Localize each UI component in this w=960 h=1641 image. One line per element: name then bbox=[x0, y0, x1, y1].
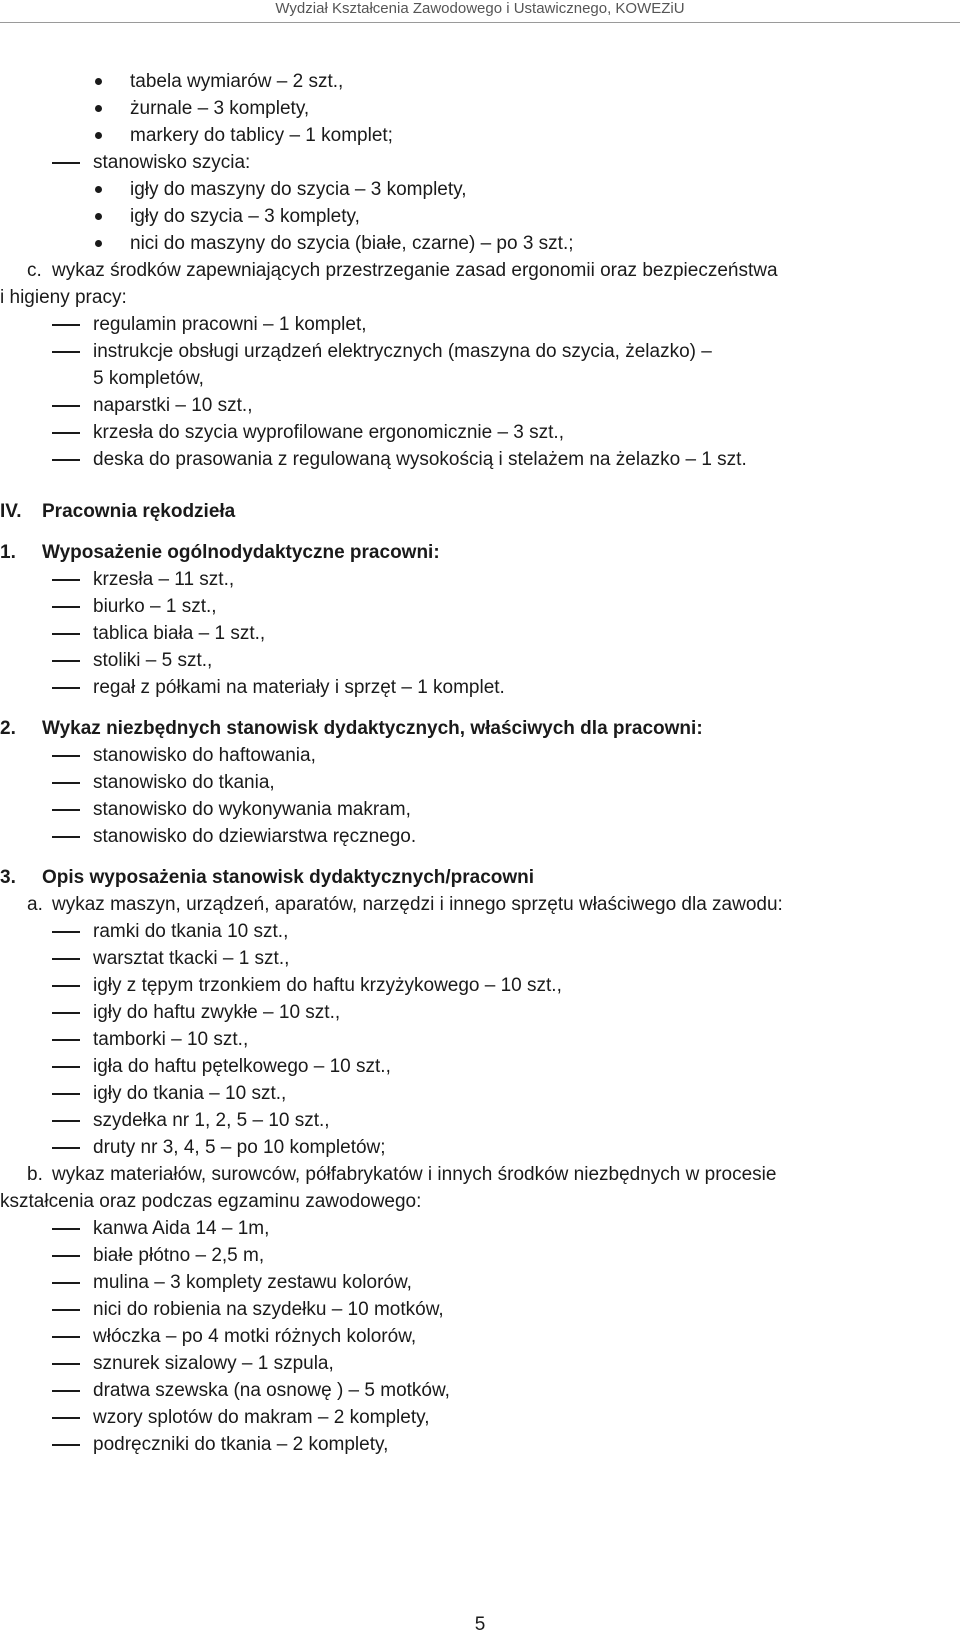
bullet-dot-icon bbox=[95, 132, 102, 139]
item-text: kanwa Aida 14 – 1m, bbox=[93, 1218, 270, 1239]
dash-marker-icon bbox=[52, 162, 80, 164]
dash-list-item bbox=[0, 593, 960, 620]
item-text: igły do szycia – 3 komplety, bbox=[130, 206, 360, 227]
bullet-dot-icon bbox=[95, 213, 102, 220]
dash-marker-icon bbox=[52, 660, 80, 662]
dash-list-item bbox=[0, 742, 960, 769]
dash-marker-icon bbox=[52, 836, 80, 838]
dash-list-item bbox=[0, 338, 960, 365]
lettered-item-continuation bbox=[0, 284, 960, 311]
dash-marker-icon bbox=[52, 633, 80, 635]
page-number: 5 bbox=[474, 1614, 486, 1635]
item-text: wykaz środków zapewniających przestrzeganie zasad ergonomii oraz bezpieczeństwa bbox=[52, 260, 778, 281]
item-text: markery do tablicy – 1 komplet; bbox=[130, 125, 393, 146]
item-text: tablica biała – 1 szt., bbox=[93, 623, 266, 644]
dash-list-item bbox=[0, 311, 960, 338]
dash-marker-icon bbox=[52, 1255, 80, 1257]
dash-list-item bbox=[0, 945, 960, 972]
bullet-dot-icon bbox=[95, 105, 102, 112]
dash-marker-icon bbox=[52, 1309, 80, 1311]
item-text: tamborki – 10 szt., bbox=[93, 1029, 249, 1050]
bullet-dot-icon bbox=[95, 240, 102, 247]
page-header bbox=[0, 0, 960, 18]
item-text: żurnale – 3 komplety, bbox=[130, 98, 310, 119]
vertical-gap bbox=[0, 850, 960, 864]
dash-marker-icon bbox=[52, 985, 80, 987]
dash-marker-icon bbox=[52, 755, 80, 757]
item-marker: 1. bbox=[0, 542, 16, 563]
item-text: Wykaz niezbędnych stanowisk dydaktycznych, właściwych dla pracowni: bbox=[42, 718, 703, 739]
item-text: nici do maszyny do szycia (białe, czarne) – po 3 szt.; bbox=[130, 233, 574, 254]
item-text: stanowisko do haftowania, bbox=[93, 745, 316, 766]
vertical-gap bbox=[0, 473, 960, 498]
dash-marker-icon bbox=[52, 809, 80, 811]
list-item-continuation bbox=[0, 365, 960, 392]
item-text: szydełka nr 1, 2, 5 – 10 szt., bbox=[93, 1110, 330, 1131]
dash-list-item bbox=[0, 1215, 960, 1242]
dash-marker-icon bbox=[52, 1066, 80, 1068]
dash-marker-icon bbox=[52, 1444, 80, 1446]
item-text: stanowisko do tkania, bbox=[93, 772, 275, 793]
dash-marker-icon bbox=[52, 1120, 80, 1122]
item-text: Wyposażenie ogólnodydaktyczne pracowni: bbox=[42, 542, 440, 563]
dash-marker-icon bbox=[52, 459, 80, 461]
item-text: regał z półkami na materiały i sprzęt – 1 komplet. bbox=[93, 677, 505, 698]
dash-marker-icon bbox=[52, 1012, 80, 1014]
item-text: ramki do tkania 10 szt., bbox=[93, 921, 289, 942]
dash-marker-icon bbox=[52, 687, 80, 689]
item-text: warsztat tkacki – 1 szt., bbox=[93, 948, 290, 969]
item-text: krzesła – 11 szt., bbox=[93, 569, 235, 590]
item-text: stanowisko szycia: bbox=[93, 152, 251, 173]
dash-marker-icon bbox=[52, 432, 80, 434]
document-body bbox=[0, 68, 960, 1458]
item-text: i higieny pracy: bbox=[0, 287, 127, 308]
bullet-list-item bbox=[0, 176, 960, 203]
item-text: włóczka – po 4 motki różnych kolorów, bbox=[93, 1326, 417, 1347]
lettered-item bbox=[0, 891, 960, 918]
bullet-list-item bbox=[0, 203, 960, 230]
item-text: regulamin pracowni – 1 komplet, bbox=[93, 314, 367, 335]
dash-marker-icon bbox=[52, 1363, 80, 1365]
item-text: biurko – 1 szt., bbox=[93, 596, 217, 617]
item-text: podręczniki do tkania – 2 komplety, bbox=[93, 1434, 389, 1455]
dash-marker-icon bbox=[52, 1390, 80, 1392]
dash-marker-icon bbox=[52, 1282, 80, 1284]
lettered-item bbox=[0, 1161, 960, 1188]
dash-marker-icon bbox=[52, 1093, 80, 1095]
dash-list-item bbox=[0, 419, 960, 446]
dash-marker-icon bbox=[52, 606, 80, 608]
item-text: białe płótno – 2,5 m, bbox=[93, 1245, 265, 1266]
dash-marker-icon bbox=[52, 1417, 80, 1419]
item-text: druty nr 3, 4, 5 – po 10 kompletów; bbox=[93, 1137, 386, 1158]
dash-marker-icon bbox=[52, 351, 80, 353]
dash-list-item bbox=[0, 999, 960, 1026]
dash-marker-icon bbox=[52, 958, 80, 960]
dash-list-item bbox=[0, 674, 960, 701]
dash-list-item bbox=[0, 566, 960, 593]
dash-list-item bbox=[0, 1026, 960, 1053]
dash-list-item bbox=[0, 1323, 960, 1350]
dash-list-item bbox=[0, 796, 960, 823]
dash-list-item bbox=[0, 1269, 960, 1296]
dash-list-item bbox=[0, 149, 960, 176]
dash-list-item bbox=[0, 1053, 960, 1080]
item-text: instrukcje obsługi urządzeń elektrycznych (maszyna do szycia, żelazko) – bbox=[93, 341, 712, 362]
bullet-list-item bbox=[0, 122, 960, 149]
dash-marker-icon bbox=[52, 931, 80, 933]
lettered-item-continuation bbox=[0, 1188, 960, 1215]
dash-list-item bbox=[0, 769, 960, 796]
item-marker: 2. bbox=[0, 718, 16, 739]
item-text: wykaz materiałów, surowców, półfabrykatów i innych środków niezbędnych w procesie bbox=[52, 1164, 777, 1185]
item-text: 5 kompletów, bbox=[93, 368, 204, 389]
dash-list-item bbox=[0, 1296, 960, 1323]
item-text: dratwa szewska (na osnowę ) – 5 motków, bbox=[93, 1380, 450, 1401]
item-text: igły do maszyny do szycia – 3 komplety, bbox=[130, 179, 467, 200]
dash-list-item bbox=[0, 1134, 960, 1161]
item-text: nici do robienia na szydełku – 10 motków, bbox=[93, 1299, 444, 1320]
item-text: wykaz maszyn, urządzeń, aparatów, narzędzi i innego sprzętu właściwego dla zawodu: bbox=[52, 894, 783, 915]
numbered-heading bbox=[0, 864, 960, 891]
dash-marker-icon bbox=[52, 324, 80, 326]
bullet-list-item bbox=[0, 68, 960, 95]
item-text: mulina – 3 komplety zestawu kolorów, bbox=[93, 1272, 412, 1293]
numbered-heading bbox=[0, 539, 960, 566]
dash-list-item bbox=[0, 1350, 960, 1377]
numbered-heading bbox=[0, 715, 960, 742]
item-text: igła do haftu pętelkowego – 10 szt., bbox=[93, 1056, 391, 1077]
vertical-gap bbox=[0, 701, 960, 715]
dash-list-item bbox=[0, 972, 960, 999]
item-text: stanowisko do dziewiarstwa ręcznego. bbox=[93, 826, 417, 847]
item-marker: IV. bbox=[0, 501, 22, 522]
item-marker: b. bbox=[27, 1164, 43, 1185]
dash-list-item bbox=[0, 392, 960, 419]
bullet-list-item bbox=[0, 95, 960, 122]
header-title: Wydział Kształcenia Zawodowego i Ustawicznego, KOWEZiU bbox=[275, 0, 685, 17]
item-text: stoliki – 5 szt., bbox=[93, 650, 213, 671]
bullet-list-item bbox=[0, 230, 960, 257]
dash-marker-icon bbox=[52, 1228, 80, 1230]
dash-list-item bbox=[0, 918, 960, 945]
item-text: Pracownia rękodzieła bbox=[42, 501, 236, 522]
vertical-gap bbox=[0, 525, 960, 539]
dash-marker-icon bbox=[52, 1039, 80, 1041]
dash-marker-icon bbox=[52, 405, 80, 407]
item-text: igły do haftu zwykłe – 10 szt., bbox=[93, 1002, 341, 1023]
dash-marker-icon bbox=[52, 1336, 80, 1338]
item-text: deska do prasowania z regulowaną wysokością i stelażem na żelazko – 1 szt. bbox=[93, 449, 747, 470]
item-text: Opis wyposażenia stanowisk dydaktycznych/pracowni bbox=[42, 867, 535, 888]
dash-marker-icon bbox=[52, 782, 80, 784]
item-marker: c. bbox=[27, 260, 42, 281]
item-text: stanowisko do wykonywania makram, bbox=[93, 799, 411, 820]
lettered-item bbox=[0, 257, 960, 284]
bullet-dot-icon bbox=[95, 78, 102, 85]
item-text: naparstki – 10 szt., bbox=[93, 395, 253, 416]
dash-list-item bbox=[0, 1242, 960, 1269]
dash-list-item bbox=[0, 446, 960, 473]
item-marker: a. bbox=[27, 894, 43, 915]
item-text: krzesła do szycia wyprofilowane ergonomicznie – 3 szt., bbox=[93, 422, 564, 443]
dash-list-item bbox=[0, 1431, 960, 1458]
dash-list-item bbox=[0, 823, 960, 850]
dash-list-item bbox=[0, 1107, 960, 1134]
dash-list-item bbox=[0, 620, 960, 647]
item-text: tabela wymiarów – 2 szt., bbox=[130, 71, 344, 92]
dash-list-item bbox=[0, 1377, 960, 1404]
dash-marker-icon bbox=[52, 579, 80, 581]
item-marker: 3. bbox=[0, 867, 16, 888]
item-text: wzory splotów do makram – 2 komplety, bbox=[93, 1407, 430, 1428]
item-text: igły do tkania – 10 szt., bbox=[93, 1083, 287, 1104]
item-text: sznurek sizalowy – 1 szpula, bbox=[93, 1353, 334, 1374]
section-heading bbox=[0, 498, 960, 525]
dash-list-item bbox=[0, 647, 960, 674]
header-divider bbox=[0, 22, 960, 23]
item-text: kształcenia oraz podczas egzaminu zawodowego: bbox=[0, 1191, 422, 1212]
dash-marker-icon bbox=[52, 1147, 80, 1149]
dash-list-item bbox=[0, 1080, 960, 1107]
bullet-dot-icon bbox=[95, 186, 102, 193]
item-text: igły z tępym trzonkiem do haftu krzyżykowego – 10 szt., bbox=[93, 975, 562, 996]
dash-list-item bbox=[0, 1404, 960, 1431]
